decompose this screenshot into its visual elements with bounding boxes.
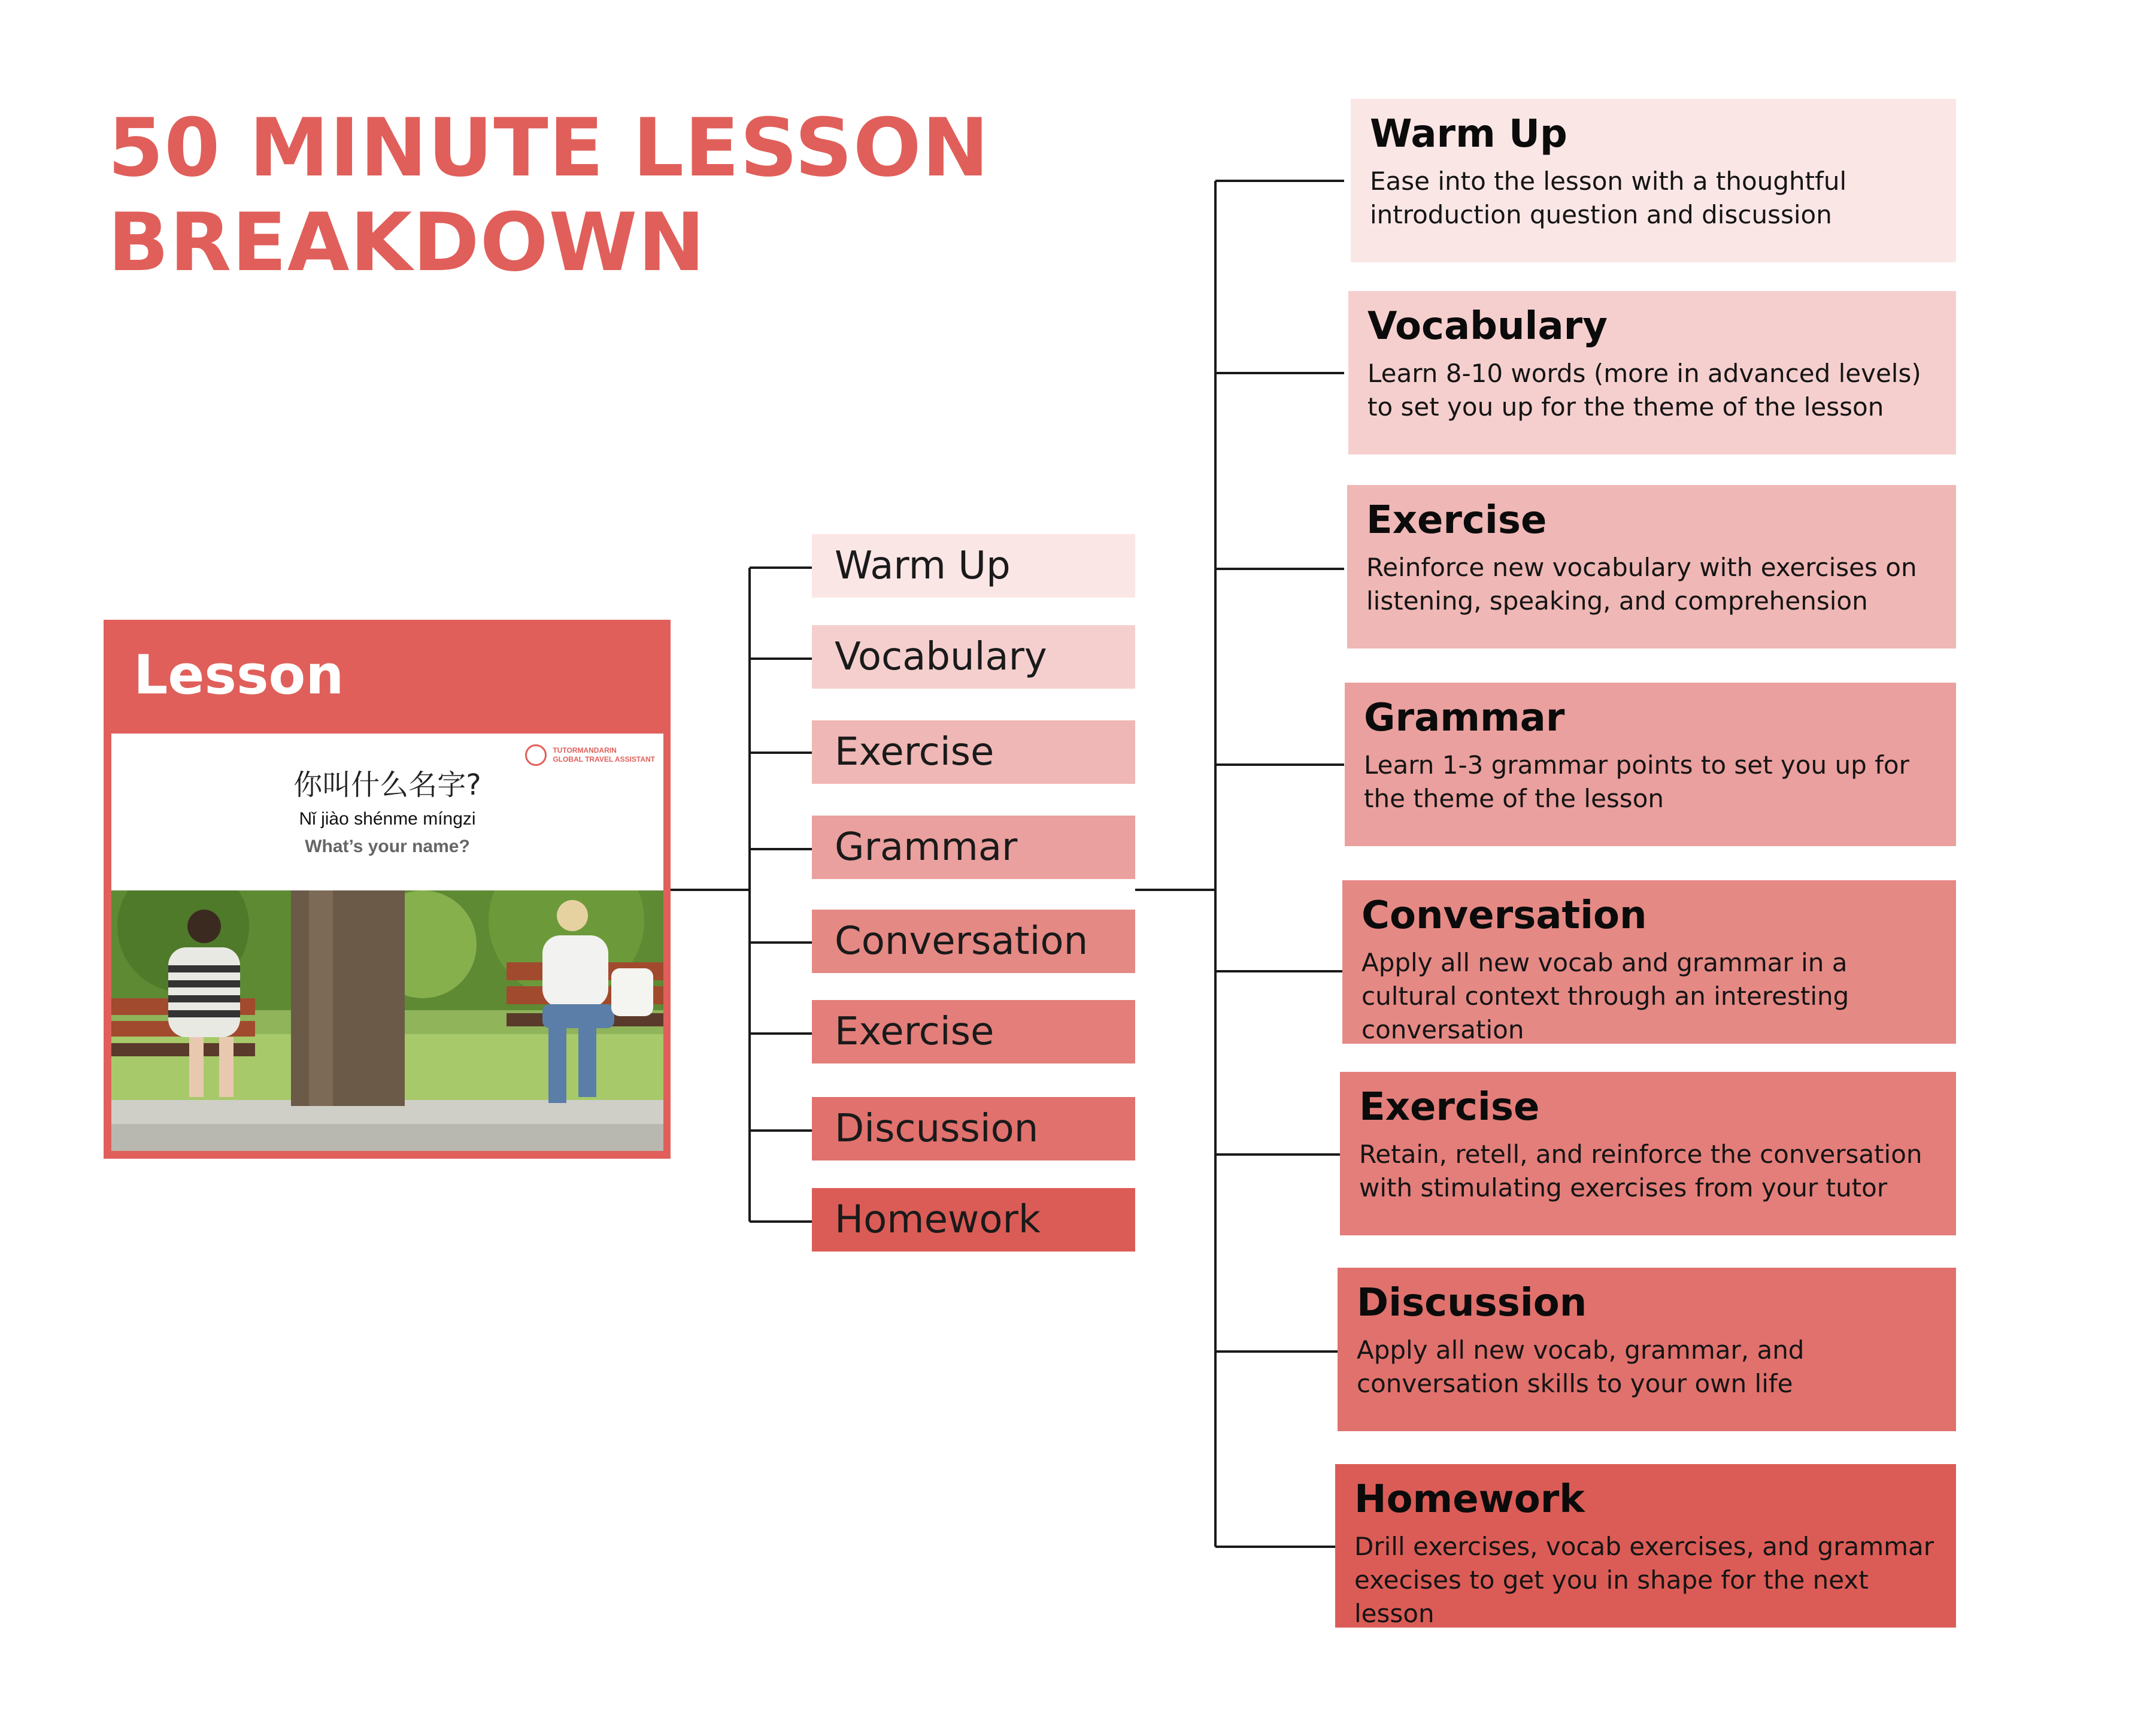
section-detail-description: Apply all new vocab, grammar, and conversation skills to your own life xyxy=(1357,1335,1805,1398)
lesson-section-item: Exercise xyxy=(812,720,1135,784)
section-detail-description: Retain, retell, and reinforce the conversation with stimulating exercises from your tutor xyxy=(1359,1140,1922,1202)
lesson-slide-preview xyxy=(111,734,663,1151)
section-detail-card xyxy=(1335,1464,1956,1628)
brand-line-1: TUTORMANDARIN xyxy=(553,746,617,755)
lesson-section-item: Warm Up xyxy=(812,534,1135,598)
brand-line-2: GLOBAL TRAVEL ASSISTANT xyxy=(553,755,655,763)
title-line-1: 50 MINUTE LESSON xyxy=(108,101,990,195)
section-detail-card xyxy=(1342,880,1956,1044)
slide-chinese-text: 你叫什么名字? xyxy=(293,768,481,802)
section-detail-card xyxy=(1340,1072,1956,1235)
slide-english-text: What’s your name? xyxy=(305,837,470,856)
lesson-section-item: Vocabulary xyxy=(812,625,1135,689)
section-detail-description: Drill exercises, vocab exercises, and grammar execises to get you in shape for the next lesson xyxy=(1354,1532,1934,1628)
lesson-label: Lesson xyxy=(134,644,344,707)
lesson-section-item: Discussion xyxy=(812,1097,1135,1160)
section-detail-title: Exercise xyxy=(1366,498,1547,543)
lesson-section-item: Conversation xyxy=(812,910,1135,973)
slide-pinyin-text: Nǐ jiào shénme míngzi xyxy=(299,809,476,829)
title-line-2: BREAKDOWN xyxy=(108,196,706,289)
section-detail-description: Learn 8-10 words (more in advanced levels) to set you up for the theme of the lesson xyxy=(1367,359,1921,422)
section-detail-title: Homework xyxy=(1354,1477,1585,1522)
section-detail-card xyxy=(1338,1268,1956,1431)
brand-name xyxy=(553,746,655,764)
brand-logo-icon xyxy=(525,744,547,766)
park-bench-photo xyxy=(111,890,663,1151)
section-detail-description: Reinforce new vocabulary with exercises on listening, speaking, and comprehension xyxy=(1366,553,1917,616)
section-detail-description: Learn 1-3 grammar points to set you up for the theme of the lesson xyxy=(1364,750,1909,813)
section-detail-title: Grammar xyxy=(1364,696,1565,740)
section-detail-title: Discussion xyxy=(1357,1281,1587,1325)
section-detail-card xyxy=(1348,291,1956,454)
section-detail-title: Exercise xyxy=(1359,1085,1540,1129)
lesson-section-item: Grammar xyxy=(812,816,1135,879)
lesson-section-item: Exercise xyxy=(812,1000,1135,1063)
lesson-card xyxy=(104,620,671,1159)
section-detail-title: Warm Up xyxy=(1370,112,1567,156)
section-detail-card xyxy=(1351,99,1956,262)
section-detail-card xyxy=(1347,485,1956,649)
section-detail-title: Conversation xyxy=(1361,893,1647,938)
section-detail-card xyxy=(1345,683,1956,846)
lesson-section-item: Homework xyxy=(812,1188,1135,1252)
section-detail-description: Ease into the lesson with a thoughtful introduction question and discussion xyxy=(1370,166,1847,229)
section-detail-title: Vocabulary xyxy=(1367,304,1608,349)
section-detail-description: Apply all new vocab and grammar in a cultural context through an interesting conversation xyxy=(1361,948,1849,1044)
slide-logo xyxy=(525,744,655,766)
